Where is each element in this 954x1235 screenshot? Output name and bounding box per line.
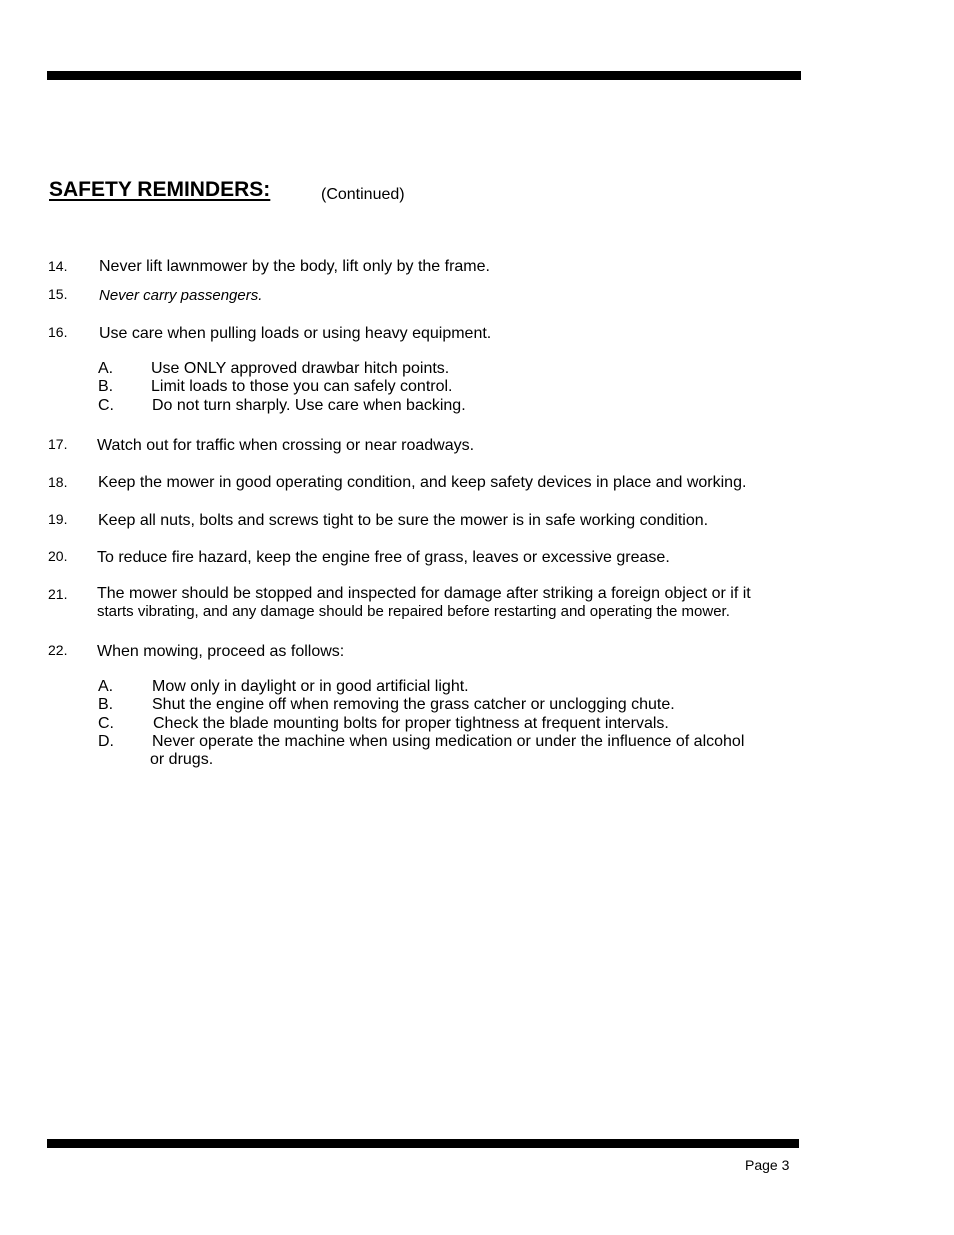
subitem-letter: A.	[98, 678, 114, 695]
bottom-rule	[47, 1139, 799, 1148]
subitem-text: Do not turn sharply. Use care when backing.	[152, 397, 466, 414]
item-number: 15.	[48, 286, 68, 302]
item-number: 16.	[48, 324, 68, 340]
top-rule	[47, 71, 801, 80]
subitem-letter: C.	[98, 397, 114, 414]
subitem-letter: D.	[98, 733, 114, 750]
page-number: Page 3	[745, 1157, 790, 1173]
item-number: 21.	[48, 586, 68, 602]
subitem-text: Limit loads to those you can safely control.	[151, 378, 453, 395]
subitem-text: Mow only in daylight or in good artificial light.	[152, 678, 469, 695]
item-number: 22.	[48, 642, 68, 658]
subitem-text: Check the blade mounting bolts for proper tightness at frequent intervals.	[153, 715, 669, 732]
item-text: Never carry passengers.	[99, 287, 263, 304]
item-text: When mowing, proceed as follows:	[97, 643, 345, 660]
subitem-letter: B.	[98, 378, 114, 395]
subitem-letter: C.	[98, 715, 114, 732]
item-text-continued: starts vibrating, and any damage should be repaired before restarting and operating the mower.	[97, 603, 730, 620]
item-number: 18.	[48, 474, 68, 490]
item-number: 20.	[48, 548, 68, 564]
page-title: SAFETY REMINDERS:	[49, 178, 271, 201]
subitem-text-continued: or drugs.	[150, 751, 214, 768]
subitem-text: Never operate the machine when using medication or under the influence of alcohol	[152, 733, 745, 750]
subitem-text: Shut the engine off when removing the grass catcher or unclogging chute.	[152, 696, 675, 713]
item-text: Watch out for traffic when crossing or near roadways.	[97, 437, 475, 454]
item-text: Never lift lawnmower by the body, lift only by the frame.	[99, 258, 490, 275]
item-text: Use care when pulling loads or using heavy equipment.	[99, 325, 492, 342]
item-text: Keep all nuts, bolts and screws tight to be sure the mower is in safe working condition.	[98, 512, 709, 529]
subitem-letter: A.	[98, 360, 114, 377]
page-subtitle: (Continued)	[321, 186, 405, 203]
item-number: 19.	[48, 511, 68, 527]
subitem-text: Use ONLY approved drawbar hitch points.	[151, 360, 450, 377]
item-number: 17.	[48, 436, 68, 452]
subitem-letter: B.	[98, 696, 114, 713]
item-text: Keep the mower in good operating condition, and keep safety devices in place and working.	[98, 474, 747, 491]
item-text: To reduce fire hazard, keep the engine free of grass, leaves or excessive grease.	[97, 549, 670, 566]
item-text: The mower should be stopped and inspected for damage after striking a foreign object or if it	[97, 585, 751, 602]
item-number: 14.	[48, 258, 68, 274]
